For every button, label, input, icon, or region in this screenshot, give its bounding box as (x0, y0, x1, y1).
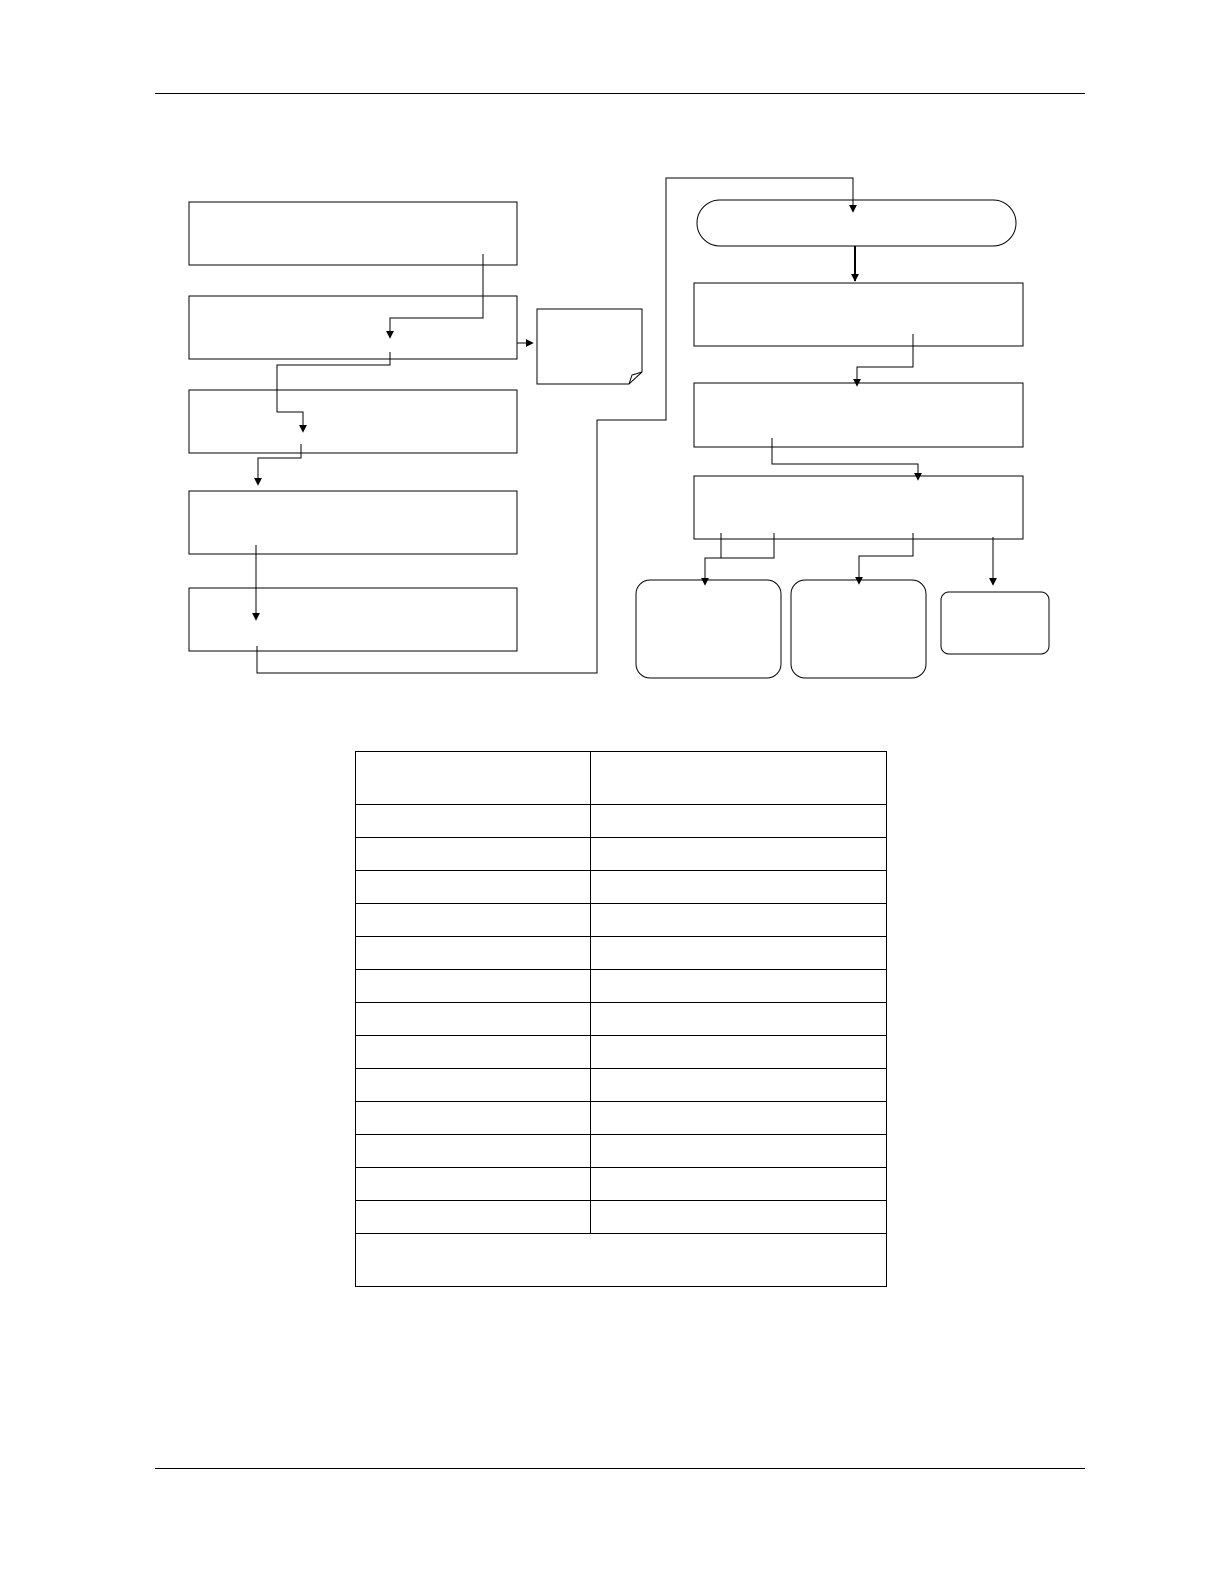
table-footer-row (356, 1234, 887, 1287)
document-note (537, 309, 642, 384)
outcome-box-2 (791, 580, 926, 678)
table-cell (356, 1069, 591, 1102)
table-cell (591, 838, 887, 871)
step-box-6 (694, 283, 1023, 346)
table-cell (356, 937, 591, 970)
step-box-1 (189, 202, 517, 265)
table-row (356, 937, 887, 970)
table-cell (591, 871, 887, 904)
table-cell (591, 937, 887, 970)
table-header-cell (356, 752, 591, 805)
table-cell (591, 1036, 887, 1069)
step-box-3 (189, 390, 517, 453)
table-row (356, 805, 887, 838)
step-box-2 (189, 296, 517, 359)
table-row (356, 1201, 887, 1234)
table-header-row (356, 752, 887, 805)
step-box-8 (694, 476, 1023, 539)
table-cell (591, 805, 887, 838)
table-cell (591, 1168, 887, 1201)
footer-rule (155, 1468, 1085, 1469)
table-row (356, 904, 887, 937)
table-cell (591, 1135, 887, 1168)
table-cell (591, 1003, 887, 1036)
connector-8-outcome-2 (859, 533, 913, 584)
step-box-4 (189, 491, 517, 554)
table-cell (591, 1069, 887, 1102)
start-terminal (697, 200, 1016, 246)
data-table (355, 751, 887, 1287)
table-cell (591, 970, 887, 1003)
table-cell (356, 838, 591, 871)
table-cell (356, 805, 591, 838)
process-flowchart (0, 0, 1224, 700)
step-box-7 (694, 383, 1023, 447)
table-cell (356, 1036, 591, 1069)
table-row (356, 1003, 887, 1036)
outcome-box-1 (636, 580, 781, 678)
table-cell (356, 1135, 591, 1168)
step-box-5 (189, 588, 517, 651)
table-row (356, 838, 887, 871)
table-cell (356, 970, 591, 1003)
table-cell (356, 871, 591, 904)
table-row (356, 1102, 887, 1135)
table-cell (356, 1003, 591, 1036)
table-cell (356, 1168, 591, 1201)
table-row (356, 1135, 887, 1168)
table-row (356, 871, 887, 904)
table-cell (591, 1201, 887, 1234)
table-footer-cell (356, 1234, 887, 1287)
outcome-box-3 (941, 592, 1049, 654)
table-row (356, 1168, 887, 1201)
table-row (356, 1036, 887, 1069)
table-cell (356, 1102, 591, 1135)
table-cell (356, 904, 591, 937)
table-header-cell (591, 752, 887, 805)
table-cell (356, 1201, 591, 1234)
table-row (356, 970, 887, 1003)
table-row (356, 1069, 887, 1102)
table-cell (591, 1102, 887, 1135)
table-cell (591, 904, 887, 937)
